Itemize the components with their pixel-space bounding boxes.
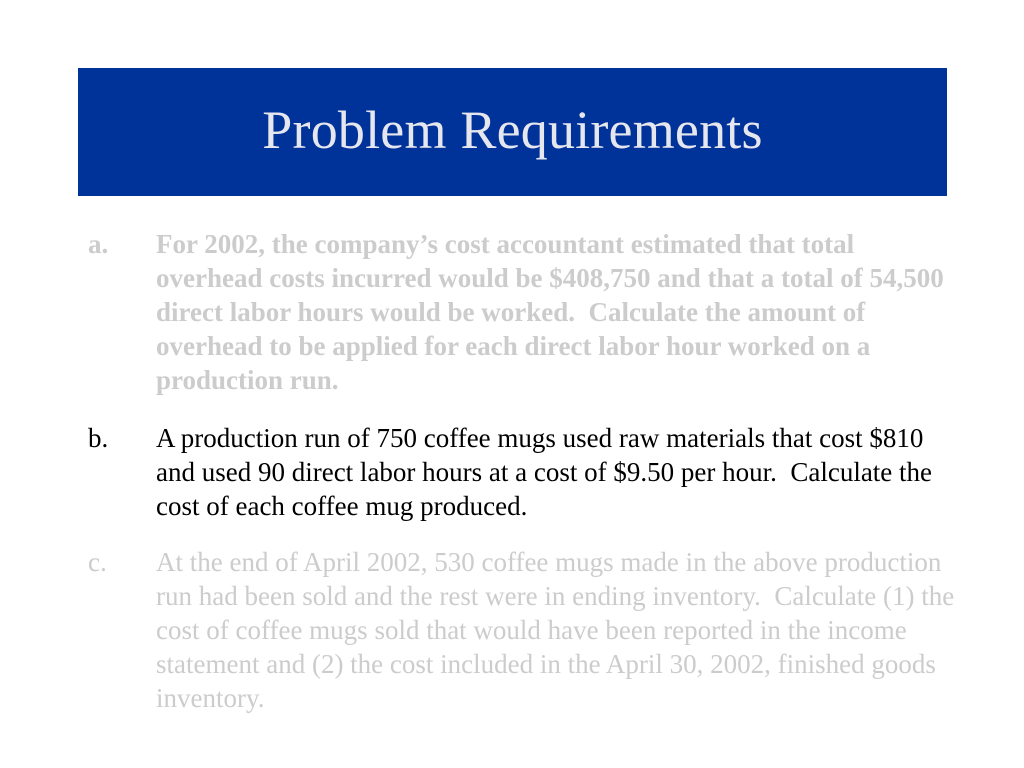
list-marker: a. [88,229,109,259]
requirement-text: A production run of 750 coffee mugs used raw materials that cost $810 and used 90 direct labor hours at a cost of $9.50 per hour. Calculate the cost of each coffee mug produced. [156,423,939,521]
requirement-item-a [88,227,968,399]
requirement-text: For 2002, the company’s cost accountant estimated that total overhead costs incurred would be $408,750 and that a total of 54,500 direct labor hours would be worked. Calculate the amount of overhead to be applied for each direct labor hour worked on a production run. [156,229,951,395]
requirement-item-c [88,545,968,717]
requirement-text: At the end of April 2002, 530 coffee mugs made in the above production run had been sold and the rest were in ending inventory. Calculate (1) the cost of coffee mugs sold that would have been reported in the income statement and (2) the cost included in the April 30, 2002, finished goods inventory. [156,547,961,713]
title-bar [78,68,947,196]
list-marker: c. [88,547,107,577]
slide-title: Problem Requirements [262,100,763,160]
requirement-item-b [88,421,968,523]
list-marker: b. [88,423,109,453]
